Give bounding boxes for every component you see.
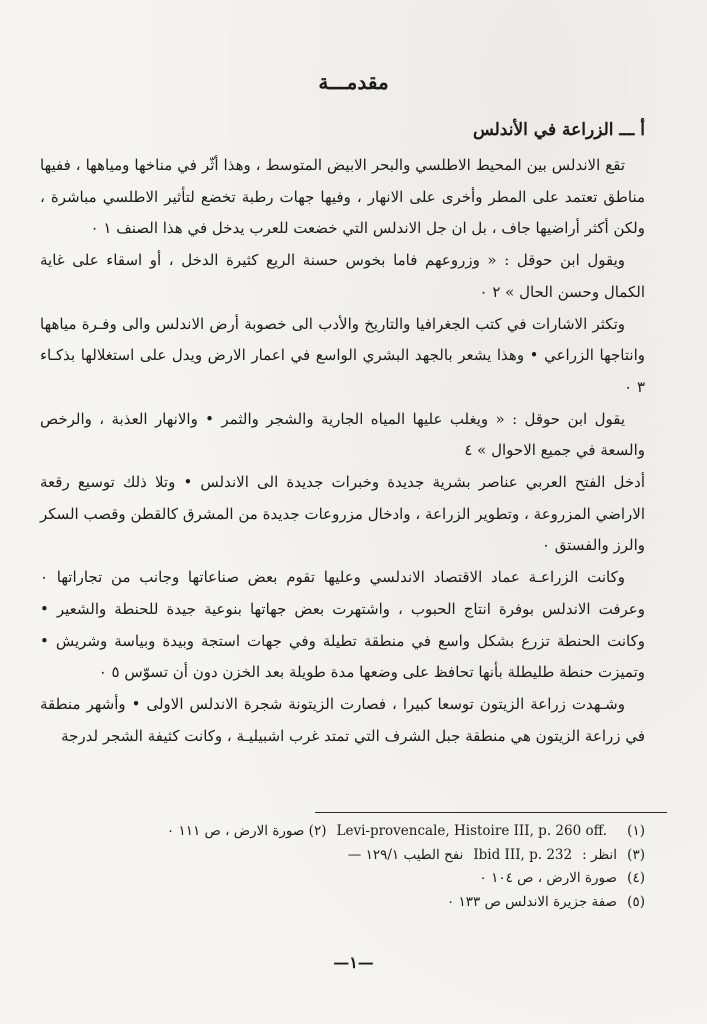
footnote-text: (٢) صورة الارض ، ص ١١١ ٠ [166, 823, 327, 839]
footnote-latin-reference: Levi-provencale, Histoire III, p. 260 off. [336, 823, 607, 839]
footnote-text: صورة الارض ، ص ١٠٤ ٠ [479, 870, 617, 886]
paragraph: أدخل الفتح العربي عناصر بشرية جديدة وخبرات جديدة الى الاندلس • وتلا ذلك توسيع رقعة الاراضي المزروعة ، وتطوير الزراعة ، وادخال مزروعات جديدة من المشرق كالقطن وقصب السكر والرز والفستق ٠ [40, 473, 645, 555]
paragraph: وكانت الزراعـة عماد الاقتصاد الاندلسي وعليها تقوم بعض صناعاتها وجانب من تجاراتها ٠ وعرفت الاندلس بوفرة انتاج الحبوب ، واشتهرت بعض جهاتها بنوعية جيدة للحنطة والشعير • وكانت الحنطة تزرع بشكل واسع في منطقة تطيلة وفي جهات استجة وبيدة وبياسة وشريش • وتميزت حنطة طليطلة بأنها تحافظ على وضعها مدة طويلة بعد الخزن دون أن تسوّس ٥ ٠ [40, 568, 645, 682]
footnote-item [40, 891, 645, 915]
paragraph: تقع الاندلس بين المحيط الاطلسي والبحر الابيض المتوسط ، وهذا أثّر في مناخها ومياهها ، ففيها مناطق تعتمد على المطر وأخرى على الانهار ، وفيها جهات رطبة تخضع لتأثير الاطلسي مباشرة ، ولكن أكثر أراضيها جاف ، بل ان جل الاندلس التي خضعت للعرب يدخل في هذا الصنف ١ ٠ [40, 156, 645, 238]
paragraph: وتكثر الاشارات في كتب الجغرافيا والتاريخ والأدب الى خصوبة أرض الاندلس والى وفـرة مياهها وانتاجها الزراعي • وهذا يشعر بالجهد البشري الواسع في اعمار الارض ويدل على استغلالها بذكـاء ٣ ٠ [40, 314, 645, 396]
footnote-number: (٣) [627, 846, 645, 863]
footnote-number: (٥) [627, 893, 645, 910]
footnote-item [40, 867, 645, 891]
page-number: —١— [333, 953, 374, 972]
footnote-latin-reference: Ibid III, p. 232 [473, 846, 573, 863]
footnotes [40, 820, 645, 914]
paragraph: ويقول ابن حوقل : « وزروعهم فاما بخوس حسنة الريع كثيرة الدخل ، أو اسقاء على غاية الكمال وحسن الحال » ٢ ٠ [40, 251, 645, 301]
footnote-number: (٤) [627, 870, 645, 886]
footnote-text: نفح الطيب ١٢٩/١ — [347, 846, 464, 863]
paragraph: وشـهدت زراعة الزيتون توسعا كبيرا ، فصارت الزيتونة شجرة الاندلس الاولى • وأشهر منطقة في زراعة الزيتون هي منطقة جبل الشرف التي تمتد غرب اشبيليـة ، وكانت كثيفة الشجر لدرجة [40, 694, 645, 745]
page-title: مقدمـــة [318, 70, 389, 94]
footnote-item [40, 844, 645, 868]
footnote-number: (١) [627, 823, 645, 839]
section-heading: أ ـــ الزراعة في الأندلس [472, 120, 645, 140]
footnote-divider [315, 812, 667, 813]
body-text [40, 150, 645, 752]
paragraph: يقول ابن حوقل : « ويغلب عليها المياه الجارية والشجر والثمر • والانهار العذبة ، والرخص والسعة في جميع الاحوال » ٤ [40, 409, 645, 460]
footnote-text: صفة جزيرة الاندلس ص ١٣٣ ٠ [446, 893, 617, 910]
footnote-text: انظر : [582, 846, 617, 863]
footnote-item [40, 820, 645, 844]
